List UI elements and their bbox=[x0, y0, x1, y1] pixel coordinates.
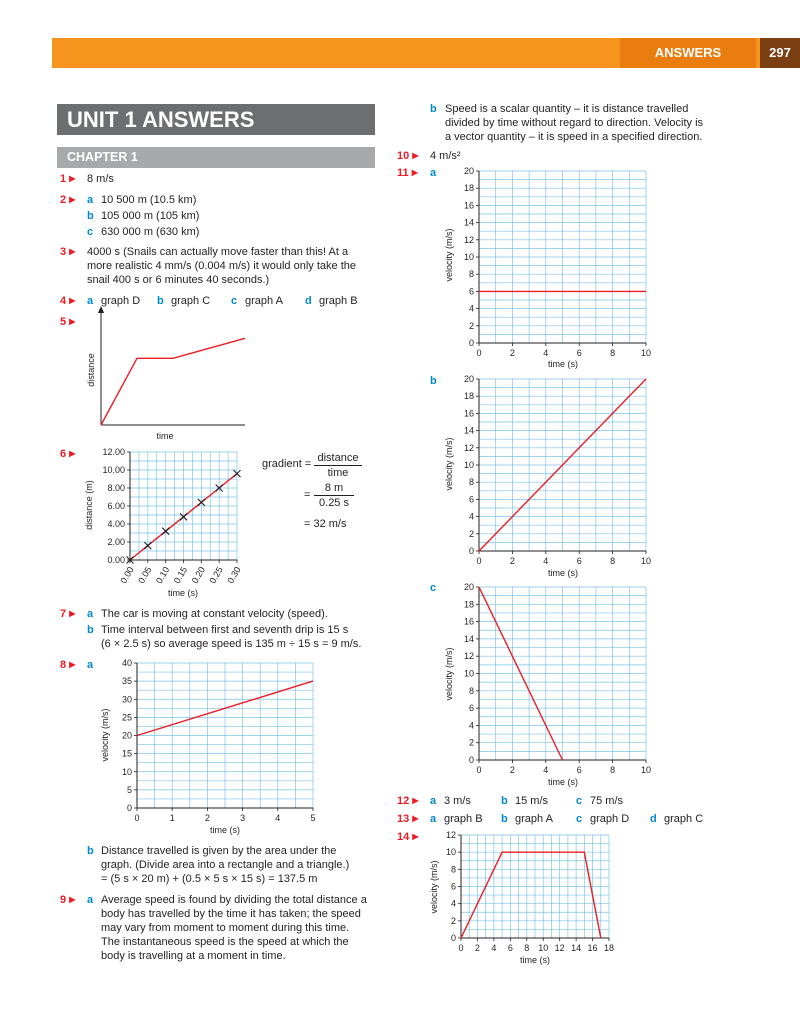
q6-result: = 32 m/s bbox=[304, 518, 347, 530]
section-label: ANSWERS bbox=[620, 38, 756, 68]
q11-b-letter: b bbox=[430, 375, 437, 387]
q3-line-2: more realistic 4 mm/s (0.004 m/s) it would only take the bbox=[87, 260, 356, 272]
q2-number: 2 ▶ bbox=[60, 194, 76, 206]
q11a-ytick-label: 12 bbox=[463, 234, 474, 245]
q14-ytick-label: 12 bbox=[445, 830, 456, 840]
q11-c-letter: c bbox=[430, 582, 437, 594]
q4-d-letter: d bbox=[305, 295, 312, 307]
q11b-ytick-label: 18 bbox=[463, 391, 474, 402]
q11-number: 11 ▶ bbox=[397, 167, 418, 179]
q11a-xtick-label: 6 bbox=[576, 348, 582, 358]
q6-xtick-label: 0.00 bbox=[118, 565, 136, 586]
q6-xtick-label: 0.15 bbox=[171, 565, 190, 586]
q14-ytick-label: 8 bbox=[450, 864, 456, 875]
q8a-xtick-label: 2 bbox=[204, 813, 210, 823]
q2-a-letter: a bbox=[87, 194, 94, 206]
q8a-xtick-label: 4 bbox=[275, 813, 281, 823]
q11b-xtick-label: 10 bbox=[640, 556, 652, 566]
q12-c-answer: 75 m/s bbox=[590, 795, 624, 807]
q11a-xtick-label: 4 bbox=[543, 348, 549, 358]
q6-xtick-label: 0.10 bbox=[153, 565, 172, 586]
q14-ytick-label: 4 bbox=[450, 898, 456, 909]
unit-title: UNIT 1 ANSWERS bbox=[57, 104, 375, 135]
q11c-ytick-label: 20 bbox=[463, 582, 474, 592]
q12-b-letter: b bbox=[501, 795, 508, 807]
q11a-xtick-label: 10 bbox=[640, 348, 652, 358]
q6-xtick-label: 0.05 bbox=[136, 565, 154, 586]
q11b-x-label: time (s) bbox=[548, 568, 578, 578]
q4-b-letter: b bbox=[157, 295, 164, 307]
q8a-ytick-label: 25 bbox=[121, 712, 132, 723]
q11a-ytick-label: 14 bbox=[463, 217, 474, 228]
q6-ytick-label: 12.00 bbox=[102, 447, 125, 457]
q3-number: 3 ▶ bbox=[60, 246, 76, 258]
q8a-xtick-label: 0 bbox=[134, 813, 140, 823]
q11a-ytick-label: 18 bbox=[463, 183, 474, 194]
q11a-xtick-label: 2 bbox=[509, 348, 515, 358]
q8a-ytick-label: 0 bbox=[126, 803, 132, 813]
q11c-ytick-label: 10 bbox=[463, 668, 474, 679]
q4-c-letter: c bbox=[231, 295, 238, 307]
q7-number: 7 ▶ bbox=[60, 608, 76, 620]
q11a-ytick-label: 20 bbox=[463, 166, 474, 176]
q10-answer: 4 m/s² bbox=[430, 150, 461, 162]
q11c-xtick-label: 10 bbox=[640, 765, 652, 775]
q11b-ytick-label: 16 bbox=[463, 408, 474, 419]
q11b-xtick-label: 8 bbox=[610, 556, 616, 566]
q12-b-answer: 15 m/s bbox=[515, 795, 549, 807]
q9-a-line-3: may vary from moment to moment during this time. bbox=[101, 922, 350, 934]
q14-xtick-label: 10 bbox=[538, 943, 549, 953]
q6-equals: = bbox=[304, 489, 311, 501]
q4-b-answer: graph C bbox=[171, 295, 211, 307]
q14-xtick-label: 18 bbox=[603, 943, 615, 953]
q14-xtick-label: 8 bbox=[524, 943, 530, 953]
q11c-ytick-label: 4 bbox=[468, 720, 474, 731]
q14-xtick-label: 16 bbox=[587, 943, 598, 953]
q8a-xtick-label: 1 bbox=[169, 813, 175, 823]
q11-a-letter: a bbox=[430, 167, 437, 179]
q9-a-line-2: body has travelled by the time it has taken; the speed bbox=[101, 908, 361, 920]
q6-frac1-numerator: distance bbox=[317, 452, 359, 464]
q9-a-line-5: body is travelling at a moment in time. bbox=[101, 950, 286, 962]
q11b-ytick-label: 6 bbox=[468, 494, 474, 505]
q11c-ytick-label: 18 bbox=[463, 599, 474, 610]
q2-a-answer: 10 500 m (10.5 km) bbox=[101, 194, 197, 206]
q6-ytick-label: 6.00 bbox=[107, 501, 125, 511]
q11b-y-label: velocity (m/s) bbox=[444, 437, 454, 491]
q2-c-letter: c bbox=[87, 226, 94, 238]
q11c-ytick-label: 8 bbox=[468, 685, 474, 696]
q8-b-line-3: = (5 s × 20 m) + (0.5 × 5 s × 15 s) = 137.5 m bbox=[101, 873, 318, 885]
q11c-xtick-label: 8 bbox=[610, 765, 616, 775]
q13-number: 13 ▶ bbox=[397, 813, 419, 825]
q9-b-line-2: divided by time without regard to direction. Velocity is bbox=[445, 117, 704, 129]
q6-ytick-label: 8.00 bbox=[107, 483, 125, 493]
q12-a-letter: a bbox=[430, 795, 437, 807]
q10-number: 10 ▶ bbox=[397, 150, 419, 162]
q4-a-answer: graph D bbox=[101, 295, 141, 307]
q11c-ytick-label: 16 bbox=[463, 616, 474, 627]
q11b-xtick-label: 6 bbox=[576, 556, 582, 566]
q14-y-label: velocity (m/s) bbox=[429, 860, 439, 914]
q14-ytick-label: 10 bbox=[445, 847, 456, 858]
q7-b-letter: b bbox=[87, 624, 94, 636]
q11b-xtick-label: 4 bbox=[543, 556, 549, 566]
q8a-xtick-label: 5 bbox=[310, 813, 316, 823]
q6-xtick-label: 0.30 bbox=[225, 565, 243, 586]
q7-b-line-2: (6 × 2.5 s) so average speed is 135 m ÷ 15 s = 9 m/s. bbox=[101, 638, 362, 650]
q13-b-answer: graph A bbox=[515, 813, 553, 825]
q6-frac1-denominator: time bbox=[327, 467, 349, 479]
q11b-ytick-label: 10 bbox=[463, 460, 474, 470]
q6-gradient-label: gradient = bbox=[262, 458, 312, 470]
q14-x-label: time (s) bbox=[520, 955, 550, 965]
q14-xtick-label: 0 bbox=[458, 943, 464, 953]
q6-y-label: distance (m) bbox=[84, 480, 94, 530]
q11b-ytick-label: 2 bbox=[468, 528, 474, 539]
q13-d-answer: graph C bbox=[664, 813, 704, 825]
q11b-ytick-label: 0 bbox=[468, 546, 474, 556]
q11c-ytick-label: 0 bbox=[468, 755, 474, 765]
q11b-ytick-label: 20 bbox=[463, 374, 474, 384]
q11a-xtick-label: 0 bbox=[476, 348, 482, 358]
q8-b-line-2: graph. (Divide area into a rectangle and a triangle.) bbox=[101, 859, 350, 871]
q11a-xtick-label: 8 bbox=[610, 348, 616, 358]
q4-d-answer: graph B bbox=[319, 295, 358, 307]
q14-xtick-label: 4 bbox=[491, 943, 497, 953]
q11a-ytick-label: 6 bbox=[468, 286, 474, 297]
q6-ytick-label: 10.00 bbox=[102, 465, 125, 475]
q11b-ytick-label: 8 bbox=[468, 477, 474, 488]
q11c-xtick-label: 2 bbox=[509, 765, 515, 775]
q6-frac2-denominator: 0.25 s bbox=[319, 497, 349, 509]
q1-answer: 8 m/s bbox=[87, 173, 114, 185]
q7-a-letter: a bbox=[87, 608, 94, 620]
q11c-y-label: velocity (m/s) bbox=[444, 647, 454, 701]
chapter-title: CHAPTER 1 bbox=[57, 147, 375, 168]
q8a-ytick-label: 40 bbox=[121, 658, 132, 668]
q8-b-line-1: Distance travelled is given by the area under the bbox=[101, 845, 337, 857]
q9-a-letter: a bbox=[87, 894, 94, 906]
q9-b-line-3: a vector quantity – it is speed in a specified direction. bbox=[445, 131, 703, 143]
q11c-ytick-label: 14 bbox=[463, 633, 474, 644]
q5-number: 5 ▶ bbox=[60, 316, 76, 328]
q4-number: 4 ▶ bbox=[60, 295, 76, 307]
q14-xtick-label: 6 bbox=[507, 943, 513, 953]
q5-y-label: distance bbox=[86, 353, 96, 387]
q6-frac2-numerator: 8 m bbox=[324, 482, 344, 494]
q8a-ytick-label: 30 bbox=[121, 694, 132, 705]
q11a-y-label: velocity (m/s) bbox=[444, 228, 454, 282]
q9-b-line-1: Speed is a scalar quantity – it is distance travelled bbox=[445, 103, 689, 115]
q7-a-answer: The car is moving at constant velocity (speed). bbox=[101, 608, 328, 620]
q13-a-letter: a bbox=[430, 813, 437, 825]
q6-x-label: time (s) bbox=[168, 588, 198, 598]
q14-ytick-label: 6 bbox=[450, 881, 456, 892]
q13-d-letter: d bbox=[650, 813, 657, 825]
q8-a-letter: a bbox=[87, 659, 94, 671]
q11a-ytick-label: 4 bbox=[468, 303, 474, 314]
q8a-ytick-label: 20 bbox=[121, 730, 132, 741]
q11a-ytick-label: 16 bbox=[463, 200, 474, 211]
q8-b-letter: b bbox=[87, 845, 94, 857]
q2-b-letter: b bbox=[87, 210, 94, 222]
q14-ytick-label: 2 bbox=[450, 915, 456, 926]
q6-xtick-label: 0.25 bbox=[207, 565, 225, 586]
q6-ytick-label: 0.00 bbox=[107, 555, 125, 565]
q4-a-letter: a bbox=[87, 295, 94, 307]
q3-line-3: snail 400 s or 6 minutes 40 seconds.) bbox=[87, 274, 270, 286]
q11c-ytick-label: 6 bbox=[468, 703, 474, 714]
q11c-x-label: time (s) bbox=[548, 777, 578, 787]
q11a-ytick-label: 0 bbox=[468, 338, 474, 348]
q14-xtick-label: 12 bbox=[554, 943, 565, 953]
q8a-x-label: time (s) bbox=[210, 825, 240, 835]
q13-b-letter: b bbox=[501, 813, 508, 825]
page-number: 297 bbox=[760, 38, 800, 68]
q12-number: 12 ▶ bbox=[397, 795, 419, 807]
q11c-xtick-label: 0 bbox=[476, 765, 482, 775]
q6-ytick-label: 4.00 bbox=[107, 519, 125, 529]
q14-xtick-label: 2 bbox=[474, 943, 480, 953]
q1-number: 1 ▶ bbox=[60, 173, 76, 185]
q8a-ytick-label: 35 bbox=[121, 676, 132, 687]
q14-ytick-label: 0 bbox=[450, 933, 456, 943]
q8-number: 8 ▶ bbox=[60, 659, 76, 671]
q6-xtick-label: 0.20 bbox=[189, 565, 208, 586]
q11c-xtick-label: 4 bbox=[543, 765, 549, 775]
q12-a-answer: 3 m/s bbox=[444, 795, 471, 807]
q11b-ytick-label: 12 bbox=[463, 442, 474, 453]
q2-c-answer: 630 000 m (630 km) bbox=[101, 226, 200, 238]
q9-a-line-1: Average speed is found by dividing the total distance a bbox=[101, 894, 367, 906]
q8a-ytick-label: 15 bbox=[121, 748, 132, 759]
q14-number: 14 ▶ bbox=[397, 831, 419, 843]
q8a-ytick-label: 5 bbox=[126, 784, 132, 795]
q4-c-answer: graph A bbox=[245, 295, 283, 307]
q5-x-label: time bbox=[156, 431, 174, 441]
q7-b-line-1: Time interval between first and seventh drip is 15 s bbox=[101, 624, 349, 636]
q11a-ytick-label: 8 bbox=[468, 269, 474, 280]
q12-c-letter: c bbox=[576, 795, 583, 807]
q11c-xtick-label: 6 bbox=[576, 765, 582, 775]
q11a-ytick-label: 2 bbox=[468, 320, 474, 331]
q3-line-1: 4000 s (Snails can actually move faster than this! At a bbox=[87, 246, 349, 258]
q8a-y-label: velocity (m/s) bbox=[100, 708, 110, 762]
q8a-ytick-label: 10 bbox=[121, 766, 132, 777]
q11a-x-label: time (s) bbox=[548, 359, 578, 369]
q11b-xtick-label: 0 bbox=[476, 556, 482, 566]
q6-number: 6 ▶ bbox=[60, 448, 76, 460]
q11c-ytick-label: 12 bbox=[463, 651, 474, 662]
q11a-ytick-label: 10 bbox=[463, 252, 474, 262]
q11b-ytick-label: 14 bbox=[463, 425, 474, 436]
q13-a-answer: graph B bbox=[444, 813, 483, 825]
q8a-xtick-label: 3 bbox=[240, 813, 246, 823]
q11b-xtick-label: 2 bbox=[509, 556, 515, 566]
q11c-ytick-label: 2 bbox=[468, 737, 474, 748]
q13-c-letter: c bbox=[576, 813, 583, 825]
q11b-ytick-label: 4 bbox=[468, 511, 474, 522]
q9-b-letter: b bbox=[430, 103, 437, 115]
q6-ytick-label: 2.00 bbox=[107, 537, 125, 547]
q2-b-answer: 105 000 m (105 km) bbox=[101, 210, 200, 222]
q14-xtick-label: 14 bbox=[571, 943, 582, 953]
q9-a-line-4: The instantaneous speed is the speed at which the bbox=[101, 936, 349, 948]
q9-number: 9 ▶ bbox=[60, 894, 76, 906]
q13-c-answer: graph D bbox=[590, 813, 630, 825]
